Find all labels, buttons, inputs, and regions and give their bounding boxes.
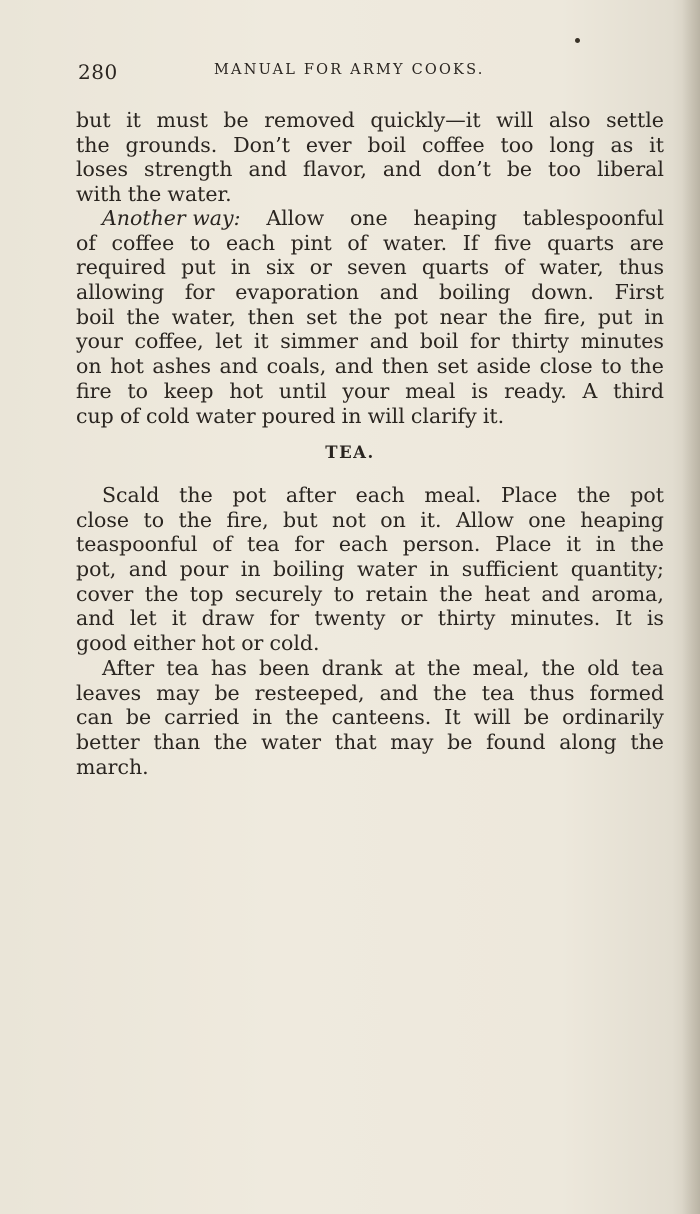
word: one [528,507,566,532]
word: the [213,730,248,755]
word: strength [144,157,233,182]
word: in [240,557,261,582]
word: coals, [266,354,327,379]
ink-speck [575,38,580,43]
word: the [348,304,383,329]
text-line [76,329,664,354]
text-line-first [76,206,664,231]
word: the [285,705,319,730]
word: then [247,304,295,329]
text-line [76,730,664,755]
word: evaporation [235,280,360,305]
word: meal, [472,656,530,680]
word: Allow [455,507,514,532]
word: third [613,378,664,403]
text-line [76,157,664,182]
word: better [76,730,140,755]
word: the [179,483,213,507]
word: hot [229,378,264,403]
word: It [615,606,632,631]
word: Place [495,532,552,557]
word: to [601,354,622,379]
text-line [76,231,664,256]
word: until [278,378,327,403]
word: to [143,507,165,532]
word: on [380,507,406,532]
word: be [523,705,550,730]
word: heat [484,581,530,606]
word: is [471,378,489,403]
word: thirty [437,606,496,631]
word: the [433,680,467,705]
word: to [189,230,211,255]
word: First [614,280,664,305]
word: meal. [424,483,482,507]
word: the [426,656,461,680]
word: has [210,656,247,680]
word: poured [261,403,336,428]
word: of [504,255,525,280]
word: coffee [421,132,485,157]
word: than [153,730,201,755]
text-line [76,681,664,706]
word: pot, [76,557,117,582]
word: then [381,354,429,379]
word: don’t [437,157,491,182]
word: along [559,730,617,755]
word: put [181,255,216,280]
text-line [76,280,664,305]
word: pour [179,557,229,582]
word: been [258,656,310,680]
text-line [76,108,664,133]
word: flavor, [303,157,367,182]
word: but [76,108,111,132]
word: thus [618,255,664,280]
paragraph-another-way [76,206,664,428]
word: set [437,354,468,379]
word: and [219,354,259,379]
word: near [439,304,487,329]
word: ever [305,132,352,157]
word: long [549,132,595,157]
text-line [76,582,664,607]
word: boil [76,304,115,329]
word: for [184,280,215,305]
word: hot [201,631,236,656]
word: with [76,182,122,207]
word: required [76,255,166,280]
word: on [76,354,102,379]
word: close [539,354,593,379]
paragraph-tea-resteep [76,656,664,779]
word: may [390,730,434,755]
text-line [76,305,664,330]
text-line [76,532,664,557]
word: and [248,157,288,182]
word: formed [589,680,664,705]
word: in [230,255,251,280]
word: also [548,108,591,132]
word: but [283,507,318,532]
word: and [541,581,580,606]
word: quantity; [570,557,664,582]
word: to [127,378,148,403]
word: Don’t [233,132,290,157]
text-line [76,182,664,207]
word: A [582,378,598,403]
text-line [76,705,664,730]
page-header [78,58,664,86]
word: put [597,304,633,329]
word: for [269,606,300,631]
word: canteens. [331,705,432,730]
word: be [447,730,473,755]
word: either [133,631,196,656]
word: after [285,483,336,507]
word: twenty [314,606,386,631]
word: coffee, [134,329,204,354]
word: After [102,656,155,680]
word: close [76,507,130,532]
text-line [76,354,664,379]
text-line [76,404,664,429]
word: be [223,108,249,132]
word: simmer [280,329,359,354]
word: meal [405,378,456,403]
word: be [125,705,152,730]
word: down. [531,280,594,305]
word: in [429,557,450,582]
word: each [355,483,405,507]
word: of [119,403,140,428]
word: for [470,329,500,354]
word: tea [247,532,280,557]
word: ordinarily [562,705,664,730]
word: set [306,304,338,329]
word: heaping [413,206,497,230]
word: be [506,157,533,182]
word: found [486,730,546,755]
word: water. [382,230,448,255]
word: allowing [76,280,165,305]
word: liberal [596,157,664,182]
word: teaspoonful [76,532,198,557]
word: hot [110,354,144,379]
word: in [252,705,273,730]
word: cold. [269,631,320,656]
word: or [309,255,332,280]
word: that [334,730,377,755]
word: water [195,403,256,428]
word: will [367,403,405,428]
word: resteeped, [254,680,365,705]
word: one [349,206,388,230]
word: it [171,606,187,631]
word: water, [539,255,604,280]
word: of [347,230,368,255]
word: cold [146,403,190,428]
word: boil [367,132,407,157]
word: each [226,230,276,255]
word: loses [76,157,129,182]
word: Allow [266,206,325,230]
word: too [500,132,534,157]
paragraph-coffee-end [76,108,664,207]
word: thus [529,680,575,705]
word: settle [606,108,664,132]
word: are [629,230,664,255]
word: the [126,304,160,329]
word: let [129,606,157,631]
word: too [548,157,581,182]
word: ashes [152,354,211,379]
paragraph-tea-method [76,483,664,656]
running-head: MANUAL FOR ARMY COOKS. [214,62,485,78]
text-line [76,656,664,681]
word: as [610,132,634,157]
word: boiling [438,280,511,305]
word: in [644,304,664,329]
word: must [156,108,208,132]
text-line [76,379,664,404]
word: draw [201,606,255,631]
word: and [369,329,409,354]
word: or [241,631,264,656]
word: securely [234,581,323,606]
word: is [646,606,664,631]
word: the [541,656,576,680]
word: ready. [504,378,567,403]
text-line [76,557,664,582]
word: tablespoonful [522,206,664,230]
word: It [444,705,461,730]
word: will [496,108,534,132]
word: minutes [580,329,664,354]
word: water, [171,304,236,329]
word: keep [163,378,214,403]
word: in [341,403,362,428]
word: it [126,108,141,132]
word: clarify [410,403,477,428]
word: of [212,532,233,557]
text-line [76,606,664,631]
text-line [76,133,664,158]
word: for [294,532,325,557]
word: the [630,730,664,755]
word: can [76,705,113,730]
word: pint [290,230,332,255]
word: good [76,631,127,656]
word: retain [365,581,428,606]
word: may [156,680,200,705]
text-line [76,483,664,508]
word: of [76,230,96,255]
word: cover [76,581,134,606]
page-edge-shadow [682,0,700,1214]
word: march. [76,754,149,779]
word: aroma, [591,581,664,606]
word: person. [402,532,481,557]
word: seven [347,255,407,280]
word: the [144,581,179,606]
word: and [76,606,115,631]
word: pot [394,304,428,329]
word: Place [501,483,558,507]
word: five [494,230,532,255]
word: water. [167,182,232,207]
word: the [576,483,611,507]
italic-lead: Another way: [102,206,241,230]
word: drank [321,656,383,680]
word: fire, [544,304,587,329]
word: minutes. [510,606,601,631]
text-line [76,255,664,280]
word: aside [476,354,532,379]
text-line [76,755,664,780]
word: pot [630,483,664,507]
word: your [342,378,390,403]
word: thirty [511,329,569,354]
word: coffee [111,230,175,255]
word: the [630,354,664,379]
word: boil [419,329,459,354]
text-line [76,508,664,533]
word: not [332,507,366,532]
word: the [498,304,533,329]
word: cup [76,403,114,428]
word: quickly—it [370,108,481,132]
word: pot [232,483,267,507]
word: removed [264,108,355,132]
word: If [462,230,479,255]
word: the [630,532,664,557]
word: each [338,532,388,557]
word: the [76,132,110,157]
word: six [265,255,295,280]
word: at [394,656,415,680]
word: Scald [102,483,160,507]
word: quarts [547,230,615,255]
word: old [587,656,620,680]
word: top [189,581,224,606]
word: or [400,606,423,631]
word: it [253,329,269,354]
word: the [178,507,213,532]
word: be [214,680,240,705]
word: it [649,132,664,157]
word: tea [631,656,664,680]
word: and [334,354,374,379]
word: the [439,581,473,606]
word: fire, [226,507,269,532]
page-number: 280 [78,60,118,84]
word: water [261,730,322,755]
word: the [127,182,162,207]
word: heaping [580,507,664,532]
word: to [333,581,355,606]
word: will [473,705,511,730]
word: grounds. [125,132,218,157]
word: sufficient [461,557,559,582]
word: quarts [421,255,490,280]
word: tea [481,680,515,705]
word: carried [164,705,240,730]
word: water [357,557,417,582]
word: leaves [76,680,142,705]
text-line [76,631,664,656]
word: it. [482,403,505,428]
section-heading-tea: TEA. [325,443,375,462]
word: boiling [273,557,345,582]
word: and [379,280,419,305]
word: it [566,532,581,557]
word: tea [166,656,199,680]
word: your [76,329,123,354]
word: fire [76,378,112,403]
word: and [379,680,419,705]
word: in [595,532,616,557]
word: and [128,557,168,582]
word: and [382,157,422,182]
word: let [215,329,243,354]
word: it. [420,507,442,532]
